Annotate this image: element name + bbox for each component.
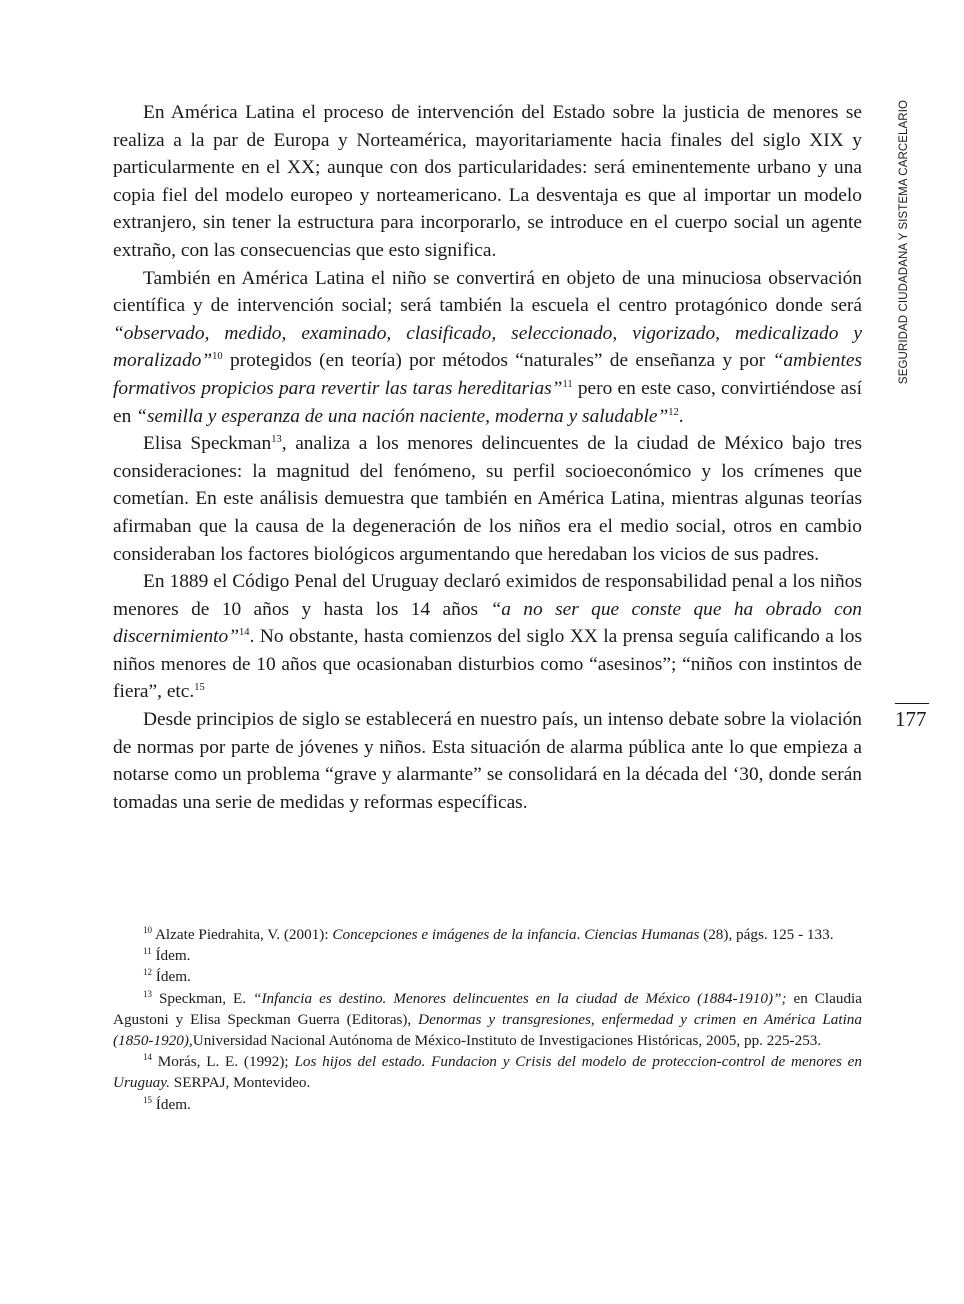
footnote-number: 14 (143, 1052, 152, 1063)
paragraph-3 (113, 430, 862, 568)
footnote-text: SERPAJ, Montevideo. (169, 1074, 311, 1092)
paragraph-3-text-2: , analiza a los menores delincuentes de la ciudad de México bajo tres consideraciones: la magnitud del fenómeno, su perfil socioeconómico y los crímenes que cometían. En este análisis demuestra que también en América Latina, mientras algunas teorías afirmaban que la causa de la degeneración de los niños era el medio social, otros en cambio consideraban los factores biológicos argumentando que heredaban los vicios de sus padres. (113, 433, 862, 565)
footnote-number: 13 (143, 988, 152, 999)
footnote-text: Ídem. (152, 968, 191, 986)
footnote-text: en Claudia Agustoni y Elisa Speckman Guerra (Editoras), (113, 989, 863, 1028)
paragraph-5-text: Desde principios de siglo se establecerá en nuestro país, un intenso debate sobre la violación de normas por parte de jóvenes y niños. Esta situación de alarma pública ante lo que empieza a notarse como un problema “grave y alarmante” se consolidará en la década del ‘30, donde serán tomadas una serie de medidas y reformas específicas. (113, 709, 862, 813)
footnote-title: Concepciones e imágenes de la infancia (332, 926, 577, 943)
footnote-text: Morás, L. E. (1992); (152, 1053, 295, 1071)
paragraph-2-text-3: pero en este caso, convirtiéndose así en (113, 377, 862, 427)
footnote-15 (113, 1094, 862, 1115)
paragraph-4 (113, 568, 862, 706)
footnote-10 (113, 924, 862, 945)
footnote-number: 10 (143, 925, 152, 935)
footnote-text: Speckman, E. (152, 989, 254, 1007)
footnote-ref-12: 12 (668, 406, 679, 418)
footnote-ref-11: 11 (562, 378, 573, 390)
paragraph-2 (113, 265, 862, 431)
footnote-12 (113, 966, 862, 987)
footnote-number: 15 (143, 1094, 152, 1105)
footnote-13 (113, 988, 862, 1052)
footnote-text: Ídem. (151, 947, 191, 965)
quote-semilla: “semilla y esperanza de una nación naciente, moderna y saludable” (136, 405, 669, 427)
page-number-rule (895, 703, 929, 704)
footnote-14 (113, 1051, 862, 1093)
footnote-ref-10: 10 (212, 351, 223, 363)
footnote-ref-13: 13 (271, 434, 282, 446)
footnote-text: Ídem. (152, 1095, 191, 1113)
footnote-ref-15: 15 (194, 682, 205, 694)
footnote-title: Los hijos del estado. Fundacion y Crisis del modelo de proteccion-control de menores en Uruguay. (113, 1053, 862, 1092)
paragraph-1-text: En América Latina el proceso de intervención del Estado sobre la justicia de menores se realiza a la par de Europa y Norteamérica, mayoritariamente hacia finales del siglo XIX y particularmente en el XX; aunque con dos particularidades: será eminentemente urbano y una copia fiel del modelo europeo y norteamericano. La desventaja es que al importar un modelo extranjero, sin tener la estructura para incorporarlo, se introduce en el cuerpo social un agente extraño, con las consecuencias que esto significa. (113, 102, 862, 261)
footnote-ref-14: 14 (239, 627, 250, 639)
paragraph-2-text-2: protegidos (en teoría) por métodos “naturales” de enseñanza y por (222, 350, 773, 372)
paragraph-2-text-4: . (678, 405, 684, 427)
paragraph-5 (113, 706, 862, 816)
running-header-vertical (894, 100, 914, 384)
footnote-text: Alzate Piedrahita, V. (2001): (152, 926, 333, 943)
body-text (113, 99, 862, 816)
paragraph-4-text-2: . No obstante, hasta comienzos del siglo XX la prensa seguía calificando a los niños menores de 10 años que ocasionaban disturbios como “asesinos”; “niños con instintos de fiera”, etc. (113, 626, 862, 703)
footnotes (113, 924, 862, 1115)
footnote-number: 12 (143, 967, 152, 978)
page-number: 177 (895, 707, 927, 731)
footnote-title: “Infancia es destino. Menores delincuentes en la ciudad de México (1884-1910)”; (253, 989, 787, 1007)
footnote-book-title: Denormas y transgresiones, enfermedad y crimen en América Latina (1850-1920), (113, 1010, 862, 1050)
footnote-number: 11 (143, 946, 152, 957)
footnote-journal: Ciencias Humanas (584, 926, 700, 943)
quote-observado: “observado, medido, examinado, clasificado, seleccionado, vigorizado, medicalizado y moralizado” (113, 322, 862, 372)
footnote-text: . (576, 926, 585, 943)
footnote-text: (28), págs. 125 - 133. (699, 926, 834, 943)
paragraph-4-text-1: En 1889 el Código Penal del Uruguay declaró eximidos de responsabilidad penal a los niños menores de 10 años y hasta los 14 años (113, 571, 862, 620)
paragraph-3-text-1: Elisa Speckman (143, 433, 272, 455)
footnote-text: Universidad Nacional Autónoma de México-Instituto de Investigaciones Históricas, 2005, pp. 225-253. (192, 1032, 822, 1050)
paragraph-1 (113, 99, 862, 265)
paragraph-2-text-1: También en América Latina el niño se convertirá en objeto de una minuciosa observación científica y de intervención social; será también la escuela el centro protagónico donde será (113, 267, 862, 317)
footnote-11 (113, 945, 862, 966)
running-header-text: SEGURIDAD CIUDADANA Y SISTEMA CARCELARIO (898, 99, 910, 385)
quote-ambientes: “ambientes formativos propicios para revertir las taras hereditarias” (113, 350, 862, 399)
quote-discernimiento: “a no ser que conste que ha obrado con discernimiento” (113, 598, 863, 648)
